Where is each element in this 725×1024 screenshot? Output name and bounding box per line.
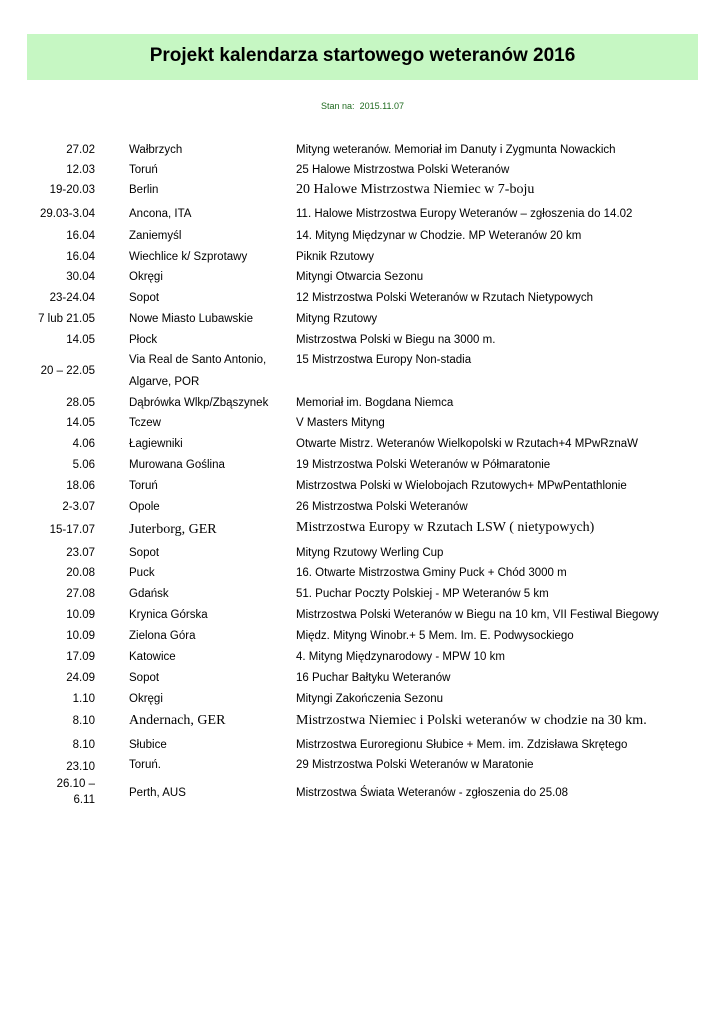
event-place: Zaniemyśl: [129, 230, 182, 242]
title-banner: [27, 34, 698, 80]
event-name: 14. Mityng Międzynar w Chodzie. MP Weteranów 20 km: [296, 230, 582, 242]
event-date: 4.06: [72, 438, 95, 450]
event-place: Sopot: [129, 547, 160, 559]
event-date: 10.09: [66, 609, 95, 621]
status-date: [0, 101, 725, 111]
table-row: [0, 518, 725, 542]
table-row: [0, 350, 725, 393]
event-name: Mityng weteranów. Memoriał im Danuty i Zygmunta Nowackich: [296, 144, 616, 156]
event-table: [0, 140, 725, 810]
table-row: [0, 626, 725, 647]
event-name: 15 Mistrzostwa Europy Non-stadia: [296, 354, 472, 366]
event-place: Tczew: [129, 417, 161, 429]
event-place: Berlin: [129, 184, 159, 196]
event-date: 20 – 22.05: [40, 365, 95, 377]
table-row: [0, 202, 725, 224]
event-date: 16.04: [66, 230, 95, 242]
table-row: [0, 309, 725, 330]
event-place: Wałbrzych: [129, 144, 183, 156]
event-date: 26.10 –: [56, 778, 95, 790]
table-row: [0, 246, 725, 267]
event-place: Sopot: [129, 672, 160, 684]
event-date: 12.03: [66, 164, 95, 176]
event-name: 25 Halowe Mistrzostwa Polski Weteranów: [296, 164, 510, 176]
event-name: 19 Mistrzostwa Polski Weteranów w Półmaratonie: [296, 459, 551, 471]
event-name: Mistrzostwa Polski Weteranów w Biegu na 10 km, VII Festiwal Biegowy: [296, 609, 659, 621]
event-date: 23-24.04: [49, 292, 95, 304]
event-date: 5.06: [72, 459, 95, 471]
table-row: [0, 668, 725, 689]
event-name: Mityng Rzutowy: [296, 313, 378, 325]
table-row: [0, 267, 725, 288]
event-date: 14.05: [66, 417, 95, 429]
event-date: 23.07: [66, 547, 95, 559]
table-row: [0, 584, 725, 605]
event-name: Memoriał im. Bogdana Niemca: [296, 397, 454, 409]
event-name: Mistrzostwa Świata Weteranów - zgłoszenia do 25.08: [296, 787, 569, 799]
event-name: Mistrzostwa Polski w Biegu na 3000 m.: [296, 334, 496, 346]
event-name: 16. Otwarte Mistrzostwa Gminy Puck + Chód 3000 m: [296, 567, 567, 579]
event-place: Okręgi: [129, 693, 163, 705]
event-place: Ancona, ITA: [129, 208, 192, 220]
event-place: Sopot: [129, 292, 160, 304]
event-place: Toruń: [129, 164, 158, 176]
event-place: Murowana Goślina: [129, 459, 225, 471]
table-row: [0, 455, 725, 476]
event-date: 10.09: [66, 630, 95, 642]
event-place: Wiechlice k/ Szprotawy: [129, 251, 248, 263]
table-row: [0, 330, 725, 350]
event-place: Via Real de Santo Antonio,: [129, 354, 267, 366]
table-row: [0, 288, 725, 309]
event-name: Mityngi Zakończenia Sezonu: [296, 693, 444, 705]
event-date: 18.06: [66, 480, 95, 492]
event-name: Otwarte Mistrz. Weteranów Wielkopolski w Rzutach+4 MPwRznaW: [296, 438, 639, 450]
event-place: Juterborg, GER: [129, 522, 217, 537]
event-date: 27.02: [66, 144, 95, 156]
event-name: 4. Mityng Międzynarodowy - MPW 10 km: [296, 651, 505, 663]
table-row: [0, 497, 725, 518]
event-name: Międz. Mityng Winobr.+ 5 Mem. Im. E. Podwysockiego: [296, 630, 574, 642]
event-date: 30.04: [66, 271, 95, 283]
event-place: Łagiewniki: [129, 438, 183, 450]
table-row: [0, 734, 725, 755]
event-date: 27.08: [66, 588, 95, 600]
event-name: Mityngi Otwarcia Sezonu: [296, 271, 424, 283]
event-date: 2-3.07: [62, 501, 95, 513]
event-place-line2: Algarve, POR: [129, 376, 200, 388]
event-place: Zielona Góra: [129, 630, 196, 642]
stan-label: Stan na:: [321, 101, 355, 111]
event-place: Katowice: [129, 651, 176, 663]
table-row: [0, 180, 725, 202]
table-row: [0, 709, 725, 734]
event-name: Mistrzostwa Polski w Wielobojach Rzutowych+ MPwPentathlonie: [296, 480, 627, 492]
event-date: 8.10: [72, 715, 95, 727]
event-name: 16 Puchar Bałtyku Weteranów: [296, 672, 451, 684]
table-row: [0, 542, 725, 563]
stan-date: 2015.11.07: [359, 101, 404, 111]
event-place: Andernach, GER: [129, 713, 226, 728]
event-place: Nowe Miasto Lubawskie: [129, 313, 254, 325]
table-row: [0, 224, 725, 246]
event-name: Mistrzostwa Euroregionu Słubice + Mem. im. Zdzisława Skrętego: [296, 739, 628, 751]
table-row: [0, 140, 725, 160]
event-date: 8.10: [72, 739, 95, 751]
event-place: Dąbrówka Wlkp/Zbąszynek: [129, 397, 269, 409]
event-place: Toruń: [129, 480, 158, 492]
event-date: 1.10: [72, 693, 95, 705]
table-row: [0, 776, 725, 810]
event-date: 24.09: [66, 672, 95, 684]
event-date: 29.03-3.04: [40, 208, 95, 220]
event-date-line2: 6.11: [73, 794, 95, 806]
event-place: Słubice: [129, 739, 167, 751]
event-place: Płock: [129, 334, 158, 346]
event-place: Krynica Górska: [129, 609, 208, 621]
event-date: 19-20.03: [49, 184, 95, 196]
table-row: [0, 393, 725, 413]
event-name: V Masters Mityng: [296, 417, 385, 429]
event-place: Gdańsk: [129, 588, 169, 600]
table-row: [0, 605, 725, 626]
event-name: 29 Mistrzostwa Polski Weteranów w Maratonie: [296, 759, 534, 771]
event-name: Mistrzostwa Niemiec i Polski weteranów w chodzie na 30 km.: [296, 713, 647, 728]
event-name: 20 Halowe Mistrzostwa Niemiec w 7-boju: [296, 182, 535, 197]
table-row: [0, 434, 725, 455]
event-date: 16.04: [66, 251, 95, 263]
table-row: [0, 160, 725, 180]
table-row: [0, 755, 725, 776]
event-name: 12 Mistrzostwa Polski Weteranów w Rzutach Nietypowych: [296, 292, 593, 304]
event-place: Puck: [129, 567, 155, 579]
event-name: 51. Puchar Poczty Polskiej - MP Weteranów 5 km: [296, 588, 549, 600]
event-name: 26 Mistrzostwa Polski Weteranów: [296, 501, 468, 513]
table-row: [0, 647, 725, 668]
event-place: Opole: [129, 501, 160, 513]
event-place: Perth, AUS: [129, 787, 186, 799]
event-name: Piknik Rzutowy: [296, 251, 374, 263]
event-name: Mityng Rzutowy Werling Cup: [296, 547, 444, 559]
event-place: Toruń.: [129, 759, 161, 771]
event-date: 23.10: [66, 761, 95, 773]
event-place: Okręgi: [129, 271, 163, 283]
event-date: 17.09: [66, 651, 95, 663]
event-name: Mistrzostwa Europy w Rzutach LSW ( nietypowych): [296, 520, 595, 535]
table-row: [0, 413, 725, 434]
event-date: 14.05: [66, 334, 95, 346]
page-title: Projekt kalendarza startowego weteranów 2016: [149, 45, 576, 66]
table-row: [0, 563, 725, 584]
event-date: 15-17.07: [49, 524, 95, 536]
event-date: 28.05: [66, 397, 95, 409]
event-date: 20.08: [66, 567, 95, 579]
event-date: 7 lub 21.05: [38, 313, 95, 325]
event-name: 11. Halowe Mistrzostwa Europy Weteranów – zgłoszenia do 14.02: [296, 208, 633, 220]
table-row: [0, 476, 725, 497]
table-row: [0, 689, 725, 709]
